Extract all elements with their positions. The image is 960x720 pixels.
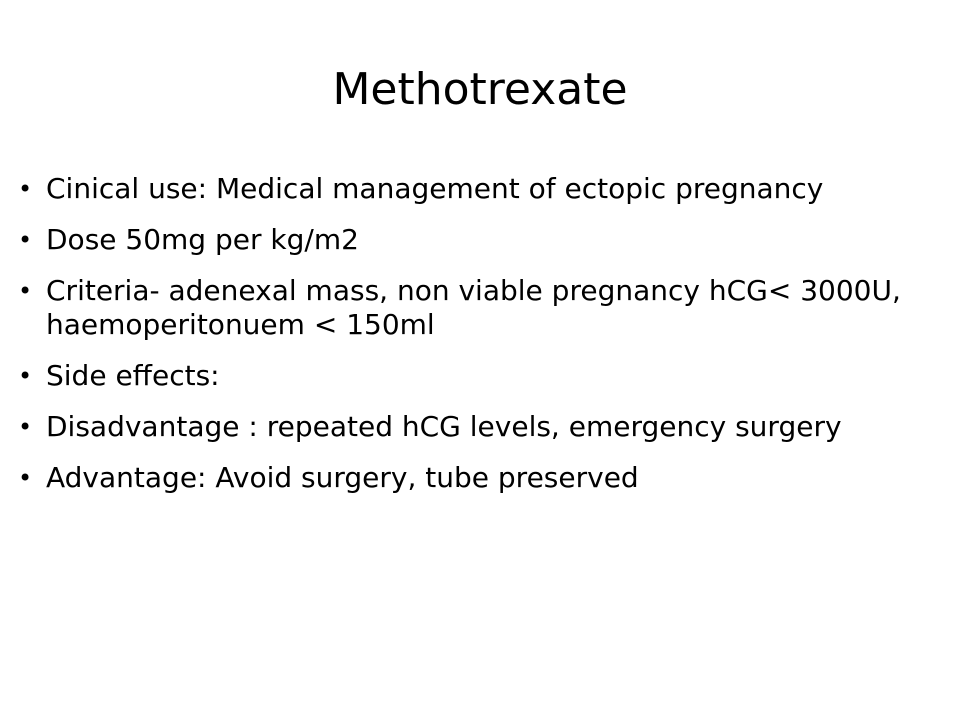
bullet-text: Disadvantage : repeated hCG levels, emergency surgery — [46, 410, 842, 443]
bullet-text: Side effects: — [46, 359, 220, 392]
bullet-text: Dose 50mg per kg/m2 — [46, 223, 359, 256]
bullet-icon: • — [18, 362, 33, 390]
bullet-icon: • — [18, 464, 33, 492]
bullet-item-side-effects — [18, 359, 918, 393]
bullet-text: Advantage: Avoid surgery, tube preserved — [46, 461, 639, 494]
bullet-icon: • — [18, 175, 33, 203]
bullet-list — [18, 172, 918, 512]
slide-title: Methotrexate — [332, 64, 628, 115]
bullet-icon: • — [18, 413, 33, 441]
bullet-item-advantage — [18, 461, 918, 495]
bullet-item-dose — [18, 223, 918, 257]
bullet-text: Cinical use: Medical management of ectopic pregnancy — [46, 172, 824, 205]
bullet-item-disadvantage — [18, 410, 918, 444]
bullet-item-clinical-use — [18, 172, 918, 206]
bullet-item-criteria — [18, 274, 918, 342]
bullet-icon: • — [18, 277, 33, 305]
bullet-text: Criteria- adenexal mass, non viable pregnancy hCG< 3000U, haemoperitonuem < 150ml — [46, 274, 901, 341]
bullet-icon: • — [18, 226, 33, 254]
